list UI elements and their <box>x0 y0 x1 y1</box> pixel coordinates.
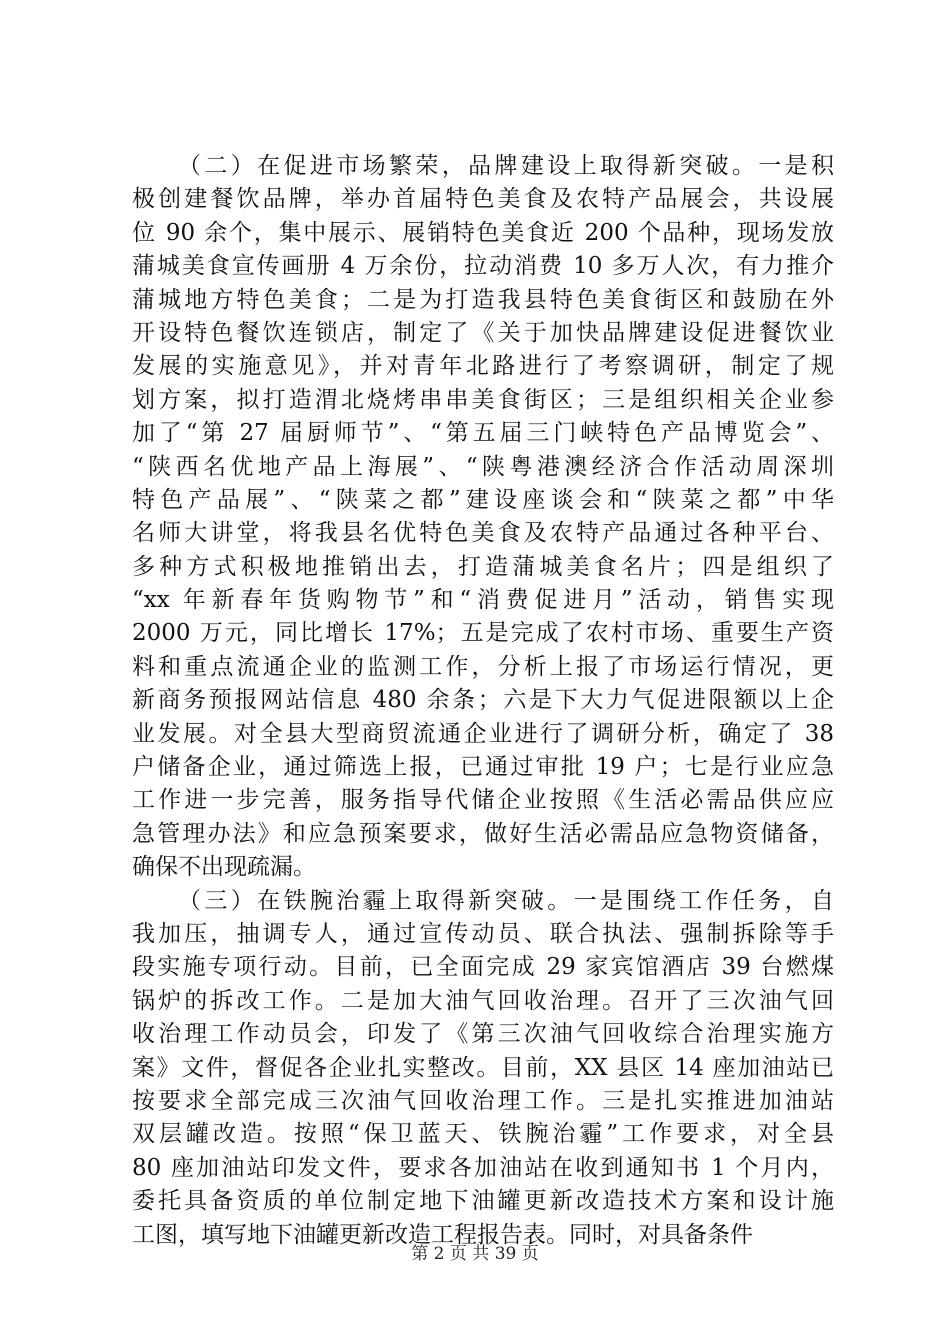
text-line: 工作进一步完善，服务指导代储企业按照《生活必需品供应应 <box>132 787 834 814</box>
text-line: 户储备企业，通过筛选上报，已通过审批 19 户；七是行业应急 <box>132 754 834 781</box>
text-line: 锅炉的拆改工作。二是加大油气回收治理。召开了三次油气回 <box>132 987 834 1014</box>
text-line: 位 90 余个，集中展示、展销特色美食近 200 个品种，现场发放 <box>132 219 834 246</box>
text-line: 特色产品展”、“陕菜之都”建设座谈会和“陕菜之都”中华 <box>132 486 834 513</box>
text-line: 急管理办法》和应急预案要求，做好生活必需品应急物资储备， <box>132 820 834 847</box>
text-line: 划方案，拟打造渭北烧烤串串美食街区；三是组织相关企业参 <box>132 386 834 413</box>
text-line: 蒲城美食宣传画册 4 万余份，拉动消费 10 多万人次，有力推介 <box>132 253 834 280</box>
text-line: 按要求全部完成三次油气回收治理工作。三是扎实推进加油站 <box>132 1087 834 1114</box>
text-line: 蒲城地方特色美食；二是为打造我县特色美食街区和鼓励在外 <box>132 286 834 313</box>
text-line: “陕西名优地产品上海展”、“陕粤港澳经济合作活动周深圳 <box>132 453 834 480</box>
text-line: 名师大讲堂，将我县名优特色美食及农特产品通过各种平台、 <box>132 520 834 547</box>
text-line: 多种方式积极地推销出去，打造蒲城美食名片；四是组织了 <box>132 553 834 580</box>
text-line: 2000 万元，同比增长 17%；五是完成了农村市场、重要生产资 <box>132 620 834 647</box>
page-footer: 第 2 页 共 39 页 <box>411 1244 539 1264</box>
text-line: （二）在促进市场繁荣，品牌建设上取得新突破。一是积 <box>178 153 834 179</box>
paragraph <box>132 885 834 1252</box>
text-line: 极创建餐饮品牌，举办首届特色美食及农特产品展会，共设展 <box>132 186 834 213</box>
text-line: 案》文件，督促各企业扎实整改。目前，XX 县区 14 座加油站已 <box>132 1054 834 1081</box>
text-line: 业发展。对全县大型商贸流通企业进行了调研分析，确定了 38 <box>132 720 834 747</box>
text-line: 确保不出现疏漏。 <box>132 854 316 881</box>
text-line: 委托具备资质的单位制定地下油罐更新改造技术方案和设计施 <box>132 1188 834 1215</box>
text-line: 新商务预报网站信息 480 余条；六是下大力气促进限额以上企 <box>132 687 834 714</box>
text-line: 我加压，抽调专人，通过宣传动员、联合执法、强制拆除等手 <box>132 920 834 947</box>
text-line: 开设特色餐饮连锁店，制定了《关于加快品牌建设促进餐饮业 <box>132 319 834 346</box>
text-line: “xx 年新春年货购物节”和“消费促进月”活动，销售实现 <box>132 587 834 614</box>
document-body <box>132 150 834 1252</box>
text-line: 发展的实施意见》，并对青年北路进行了考察调研，制定了规 <box>132 353 834 380</box>
text-line: 80 座加油站印发文件，要求各加油站在收到通知书 1 个月内， <box>132 1154 834 1181</box>
text-line: 料和重点流通企业的监测工作，分析上报了市场运行情况，更 <box>132 653 834 680</box>
text-line: 段实施专项行动。目前，已全面完成 29 家宾馆酒店 39 台燃煤 <box>132 954 834 981</box>
text-line: （三）在铁腕治霾上取得新突破。一是围绕工作任务，自 <box>178 887 834 914</box>
text-line: 双层罐改造。按照“保卫蓝天、铁腕治霾”工作要求，对全县 <box>132 1121 834 1148</box>
text-line: 收治理工作动员会，印发了《第三次油气回收综合治理实施方 <box>132 1021 834 1048</box>
text-line: 加了“第 27 届厨师节”、“第五届三门峡特色产品博览会”、 <box>132 420 834 447</box>
paragraph <box>132 150 834 885</box>
text-line: 工图，填写地下油罐更新改造工程报告表。同时，对具备条件 <box>132 1221 753 1248</box>
